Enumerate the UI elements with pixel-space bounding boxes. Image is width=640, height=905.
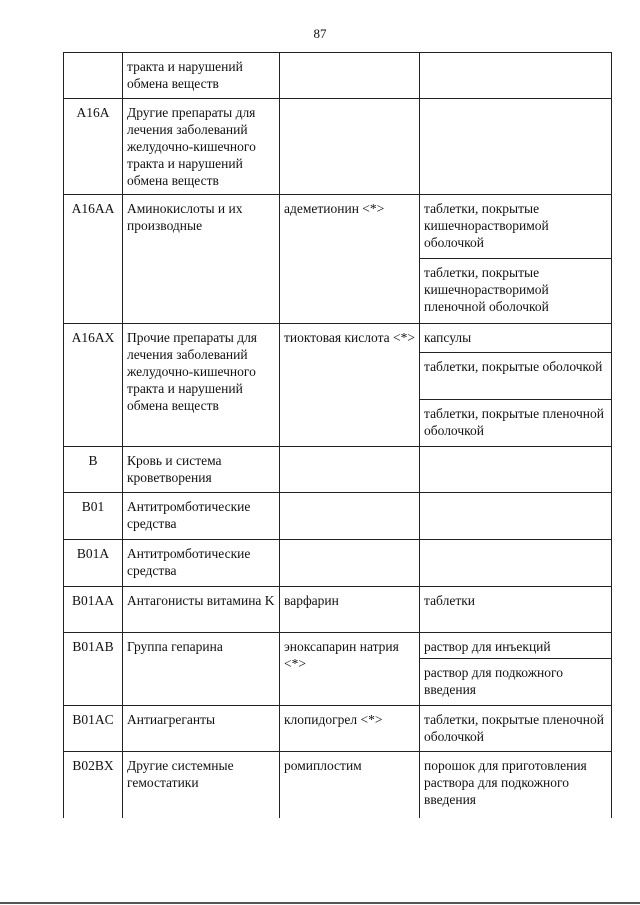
dosage-form-cell: раствор для подкожного введения xyxy=(420,659,612,706)
drug-name-cell xyxy=(280,539,420,586)
dosage-form-cell xyxy=(420,539,612,586)
table-row xyxy=(64,752,612,818)
table-row xyxy=(64,586,612,632)
table-row xyxy=(64,492,612,539)
group-name-cell: Антитромботические средства xyxy=(123,539,280,586)
table-row xyxy=(64,539,612,586)
atc-code-cell: A16AX xyxy=(64,324,123,446)
drug-name-cell: варфарин xyxy=(280,586,420,632)
atc-code-cell: A16A xyxy=(64,98,123,194)
group-name-cell: Аминокислоты и их производные xyxy=(123,194,280,324)
dosage-form-cell: раствор для инъекций xyxy=(420,632,612,659)
dosage-form-cell: таблетки, покрытые кишечнорастворимой оболочкой xyxy=(420,194,612,258)
table-row xyxy=(64,53,612,99)
atc-code-cell: B01AB xyxy=(64,632,123,705)
dosage-form-cell: таблетки, покрытые оболочкой xyxy=(420,353,612,400)
atc-code-cell: B01AA xyxy=(64,586,123,632)
group-name-cell: Другие препараты для лечения заболеваний желудочно-кишечного тракта и нарушений обмена веществ xyxy=(123,98,280,194)
atc-code-cell: B xyxy=(64,446,123,492)
dosage-form-cell xyxy=(420,492,612,539)
group-name-cell: тракта и нарушений обмена веществ xyxy=(123,53,280,99)
table-row xyxy=(64,706,612,752)
group-name-cell: Прочие препараты для лечения заболеваний желудочно-кишечного тракта и нарушений обмена веществ xyxy=(123,324,280,446)
table-row xyxy=(64,98,612,194)
drug-name-cell xyxy=(280,446,420,492)
table-row xyxy=(64,194,612,258)
drug-name-cell: адеметионин <*> xyxy=(280,194,420,324)
dosage-form-cell: таблетки, покрытые пленочной оболочкой xyxy=(420,399,612,446)
drug-name-cell: ромиплостим xyxy=(280,752,420,818)
atc-code-cell: B01A xyxy=(64,539,123,586)
dosage-form-cell xyxy=(420,446,612,492)
page-number: 87 xyxy=(313,26,327,41)
atc-code-cell: B01 xyxy=(64,492,123,539)
dosage-form-cell: капсулы xyxy=(420,324,612,353)
dosage-form-cell xyxy=(420,53,612,99)
dosage-form-cell: таблетки xyxy=(420,586,612,632)
dosage-form-cell: порошок для приготовления раствора для подкожного введения xyxy=(420,752,612,818)
table-row xyxy=(64,446,612,492)
drug-name-cell: клопидогрел <*> xyxy=(280,706,420,752)
group-name-cell: Группа гепарина xyxy=(123,632,280,705)
medication-table xyxy=(63,52,612,818)
table-row xyxy=(64,324,612,353)
atc-code-cell: A16AA xyxy=(64,194,123,324)
group-name-cell: Антагонисты витамина K xyxy=(123,586,280,632)
group-name-cell: Антитромботические средства xyxy=(123,492,280,539)
atc-code-cell xyxy=(64,53,123,99)
group-name-cell: Антиагреганты xyxy=(123,706,280,752)
table-row xyxy=(64,632,612,659)
drug-name-cell: тиоктовая кислота <*> xyxy=(280,324,420,446)
dosage-form-cell: таблетки, покрытые пленочной оболочкой xyxy=(420,706,612,752)
group-name-cell: Кровь и система кроветворения xyxy=(123,446,280,492)
dosage-form-cell: таблетки, покрытые кишечнорастворимой пленочной оболочкой xyxy=(420,259,612,324)
group-name-cell: Другие системные гемостатики xyxy=(123,752,280,818)
drug-name-cell xyxy=(280,98,420,194)
atc-code-cell: B02BX xyxy=(64,752,123,818)
dosage-form-cell xyxy=(420,98,612,194)
drug-name-cell xyxy=(280,492,420,539)
atc-code-cell: B01AC xyxy=(64,706,123,752)
drug-name-cell xyxy=(280,53,420,99)
drug-name-cell: эноксапарин натрия <*> xyxy=(280,632,420,705)
page-bottom-rule xyxy=(0,902,640,904)
